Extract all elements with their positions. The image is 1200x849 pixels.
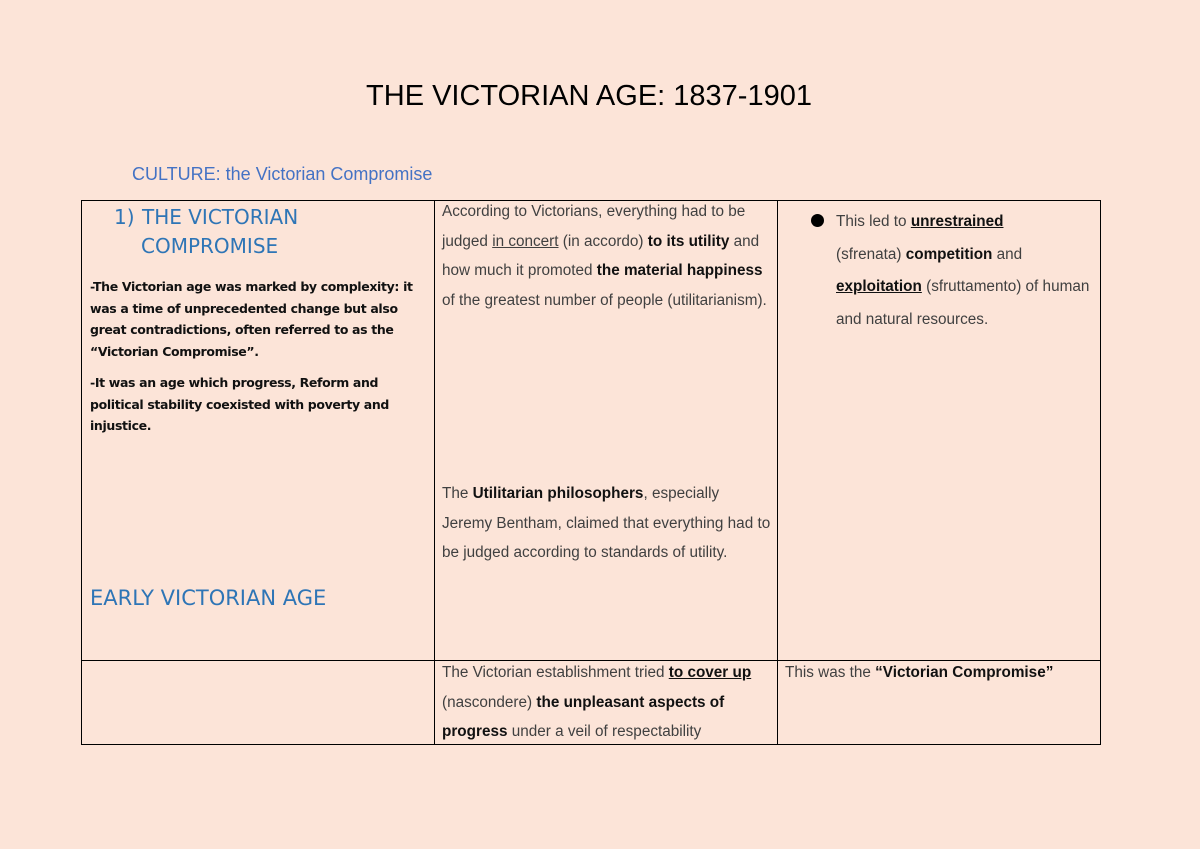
page-title: THE VICTORIAN AGE: 1837-1901	[366, 80, 812, 112]
section-heading	[114, 203, 298, 261]
note-complexity: -The Victorian age was marked by complexity: it was a time of unprecedented change but also great contradictions, often referred to as the “Victorian Compromise”.	[90, 279, 413, 359]
table-cell	[778, 661, 1101, 745]
consequence-paragraph: This led to unrestrained (sfrenata) competition and exploitation (sfruttamento) of human and natural resources.	[836, 213, 1090, 328]
table-row	[82, 201, 1101, 661]
heading-number: 1)	[114, 205, 135, 229]
section-subtitle: CULTURE: the Victorian Compromise	[132, 164, 433, 184]
table-cell	[82, 661, 435, 745]
table-cell	[435, 661, 778, 745]
heading-line-1: THE VICTORIAN	[142, 205, 299, 229]
heading-line-2: COMPROMISE	[141, 234, 279, 258]
content-table	[81, 200, 1101, 745]
table-cell	[778, 201, 1101, 661]
early-victorian-heading: EARLY VICTORIAN AGE	[90, 586, 327, 610]
note-progress: -It was an age which progress, Reform and political stability coexisted with poverty and injustice.	[90, 375, 390, 433]
establishment-paragraph: The Victorian establishment tried to cover up (nascondere) the unpleasant aspects of progress under a veil of respectability	[442, 664, 752, 740]
bullet-icon	[811, 214, 824, 227]
table-row	[82, 661, 1101, 745]
utility-paragraph: According to Victorians, everything had to be judged in concert (in accordo) to its utility and how much it promoted the material happiness of the greatest number of people (utilitarianism).	[442, 203, 767, 309]
table-cell	[435, 201, 778, 661]
utilitarian-paragraph: The Utilitarian philosophers, especially Jeremy Bentham, claimed that everything had to be judged according to standards of utility.	[442, 485, 771, 561]
compromise-paragraph: This was the “Victorian Compromise”	[785, 664, 1054, 681]
table-cell	[82, 201, 435, 661]
